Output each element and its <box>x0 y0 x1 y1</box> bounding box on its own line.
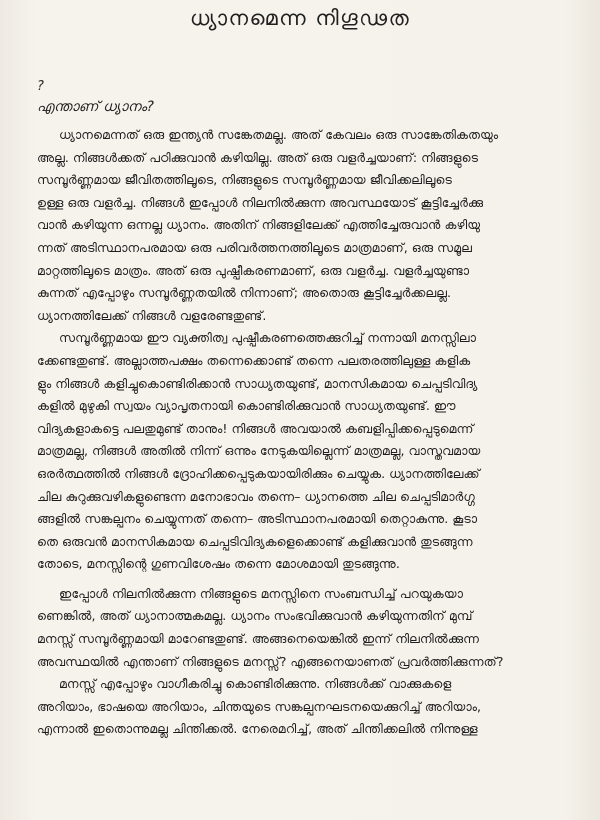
text-line: കുന്നത് എപ്പോഴും സമ്പൂർണ്ണതയിൽ നിന്നാണ്; അതൊരു കൂട്ടിച്ചേർക്കലല്ല. <box>37 285 452 301</box>
text-line: അല്ല. നിങ്ങൾക്കത് പഠിക്കുവാൻ കഴിയില്ല. അത് ഒരു വളർച്ചയാണ്: നിങ്ങളുടെ <box>37 149 479 165</box>
text-line: ഇപ്പോൾ നിലനിൽക്കുന്ന നിങ്ങളുടെ മനസ്സിനെ സംബന്ധിച്ച് പറയുകയാ <box>59 585 464 601</box>
body-text <box>37 124 590 741</box>
text-line: അവസ്ഥയിൽ എന്താണ് നിങ്ങളുടെ മനസ്സ്? എങ്ങനെയാണത് പ്രവർത്തിക്കുന്നത്? <box>37 653 504 669</box>
text-line: ണെങ്കിൽ, അത് ധ്യാനാത്മകമല്ല. ധ്യാനം സംഭവിക്കുവാൻ കഴിയുന്നതിന് മുമ്പ് <box>37 608 473 624</box>
paragraph-gap <box>37 576 590 583</box>
text-line: തോടെ, മനസ്സിന്റെ ഗുണവിശേഷം തന്നെ മോശമായി തുടങ്ങുന്നു. <box>37 556 400 572</box>
text-line: ധ്യാനത്തിലേക്ക് നിങ്ങൾ വളരേണ്ടതുണ്ട്. <box>37 307 267 323</box>
text-line: അറിയാം, ഭാഷയെ അറിയാം, ചിന്തയുടെ സങ്കല്പനഘടനയെക്കുറിച്ച് അറിയാം, <box>37 698 481 714</box>
section-subheading: എന്താണ് ധ്യാനം? <box>37 99 154 115</box>
text-line: ചില കുറുക്കുവഴികളുണ്ടെന്ന മനോഭാവം തന്നെ– ധ്യാനത്തെ ചില ചെപ്പടിമാർഗ്ഗ <box>37 488 475 504</box>
text-line: ന്നത് അടിസ്ഥാനപരമായ ഒരു പരിവർത്തനത്തിലൂടെ മാത്രമാണ്, ഒരു സമൂല <box>37 239 472 255</box>
chapter-title: ധ്യാനമെന്ന നിഗൂഢത <box>189 6 411 30</box>
text-line: മാത്രമല്ല, നിങ്ങൾ അതിൽ നിന്ന് ഒന്നും നേടുകയില്ലെന്ന് മാത്രമല്ല, വാസ്തവമായ <box>37 443 481 459</box>
text-line: വാൻ കഴിയുന്ന ഒന്നല്ല ധ്യാനം. അതിന് നിങ്ങളിലേക്ക് എത്തിച്ചേരുവാൻ കഴിയു <box>37 217 481 233</box>
question-mark: ? <box>37 79 44 94</box>
text-line: ളും നിങ്ങൾ കളിച്ചുകൊണ്ടിരിക്കാൻ സാധ്യതയുണ്ട്, മാനസികമായ ചെപ്പടിവിദ്യ <box>37 375 478 391</box>
text-line: സമ്പൂർണ്ണമായ ജീവിതത്തിലൂടെ, നിങ്ങളുടെ സമ്പൂർണ്ണമായ ജീവിക്കലിലൂടെ <box>37 172 452 188</box>
text-line: ധ്യാനമെന്നത് ഒരു ഇന്ത്യൻ സങ്കേതമല്ല. അത് കേവലം ഒരു സാങ്കേതികതയും <box>59 127 499 142</box>
text-line: ങ്ങളിൽ സങ്കല്പനം ചെയ്യുന്നത് തന്നെ– അടിസ്ഥാനപരമായി തെറ്റാകുന്നു. കൂടാ <box>37 511 478 527</box>
text-line: സമ്പൂർണ്ണമായ ഈ വ്യക്തിത്വ പുഷ്പീകരണത്തെക്കുറിച്ച് നന്നായി മനസ്സിലാ <box>59 330 476 346</box>
text-line: മനസ്സ് സമ്പൂർണ്ണമായി മാറേണ്ടതുണ്ട്. അങ്ങനെയെങ്കിൽ ഇന്ന് നിലനിൽക്കുന്ന <box>37 631 480 647</box>
text-line: വിദ്യകളാകട്ടെ പലതുമുണ്ട് താനും! നിങ്ങൾ അവയാൽ കബളിപ്പിക്കപ്പെടുമെന്ന് <box>37 420 474 436</box>
text-line: തെ ഒരുവൻ മാനസികമായ ചെപ്പടിവിദ്യകളെക്കൊണ്ട് കളിക്കുവാൻ തുടങ്ങുന്ന <box>37 533 473 549</box>
text-line: ഉള്ള ഒരു വളർച്ച. നിങ്ങൾ ഇപ്പോൾ നിലനിൽക്കുന്ന അവസ്ഥയോട് കൂട്ടിച്ചേർക്കു <box>37 194 484 210</box>
text-line: ക്കേണ്ടതുണ്ട്. അല്ലാത്തപക്ഷം തന്നെക്കൊണ്ട് തന്നെ പലതരത്തിലുള്ള കളിക <box>37 352 471 368</box>
text-line: എന്നാൽ ഇതൊന്നുമല്ല ചിന്തിക്കൽ. നേരെമറിച്ച്, അത് ചിന്തിക്കലിൽ നിന്നുള്ള <box>37 721 478 737</box>
text-line: മനസ്സ് എപ്പോഴും വാഗീകരിച്ചു കൊണ്ടിരിക്കുന്നു. നിങ്ങൾക്ക് വാക്കുകളെ <box>59 676 452 692</box>
text-line: ഒരർത്ഥത്തിൽ നിങ്ങൾ ദ്രോഹിക്കപ്പെടുകയായിരിക്കും ചെയ്യുക. ധ്യാനത്തിലേക്ക് <box>37 465 480 481</box>
text-line: കളിൽ മുഴുകി സ്വയം വ്യാപൃതനായി കൊണ്ടിരിക്കുവാൻ സാധ്യതയുണ്ട്. ഈ <box>37 398 456 414</box>
text-line: മാറ്റത്തിലൂടെ മാത്രം. അത് ഒരു പുഷ്പീകരണമാണ്, ഒരു വളർച്ച. വളർച്ചയുണ്ടാ <box>37 262 470 278</box>
